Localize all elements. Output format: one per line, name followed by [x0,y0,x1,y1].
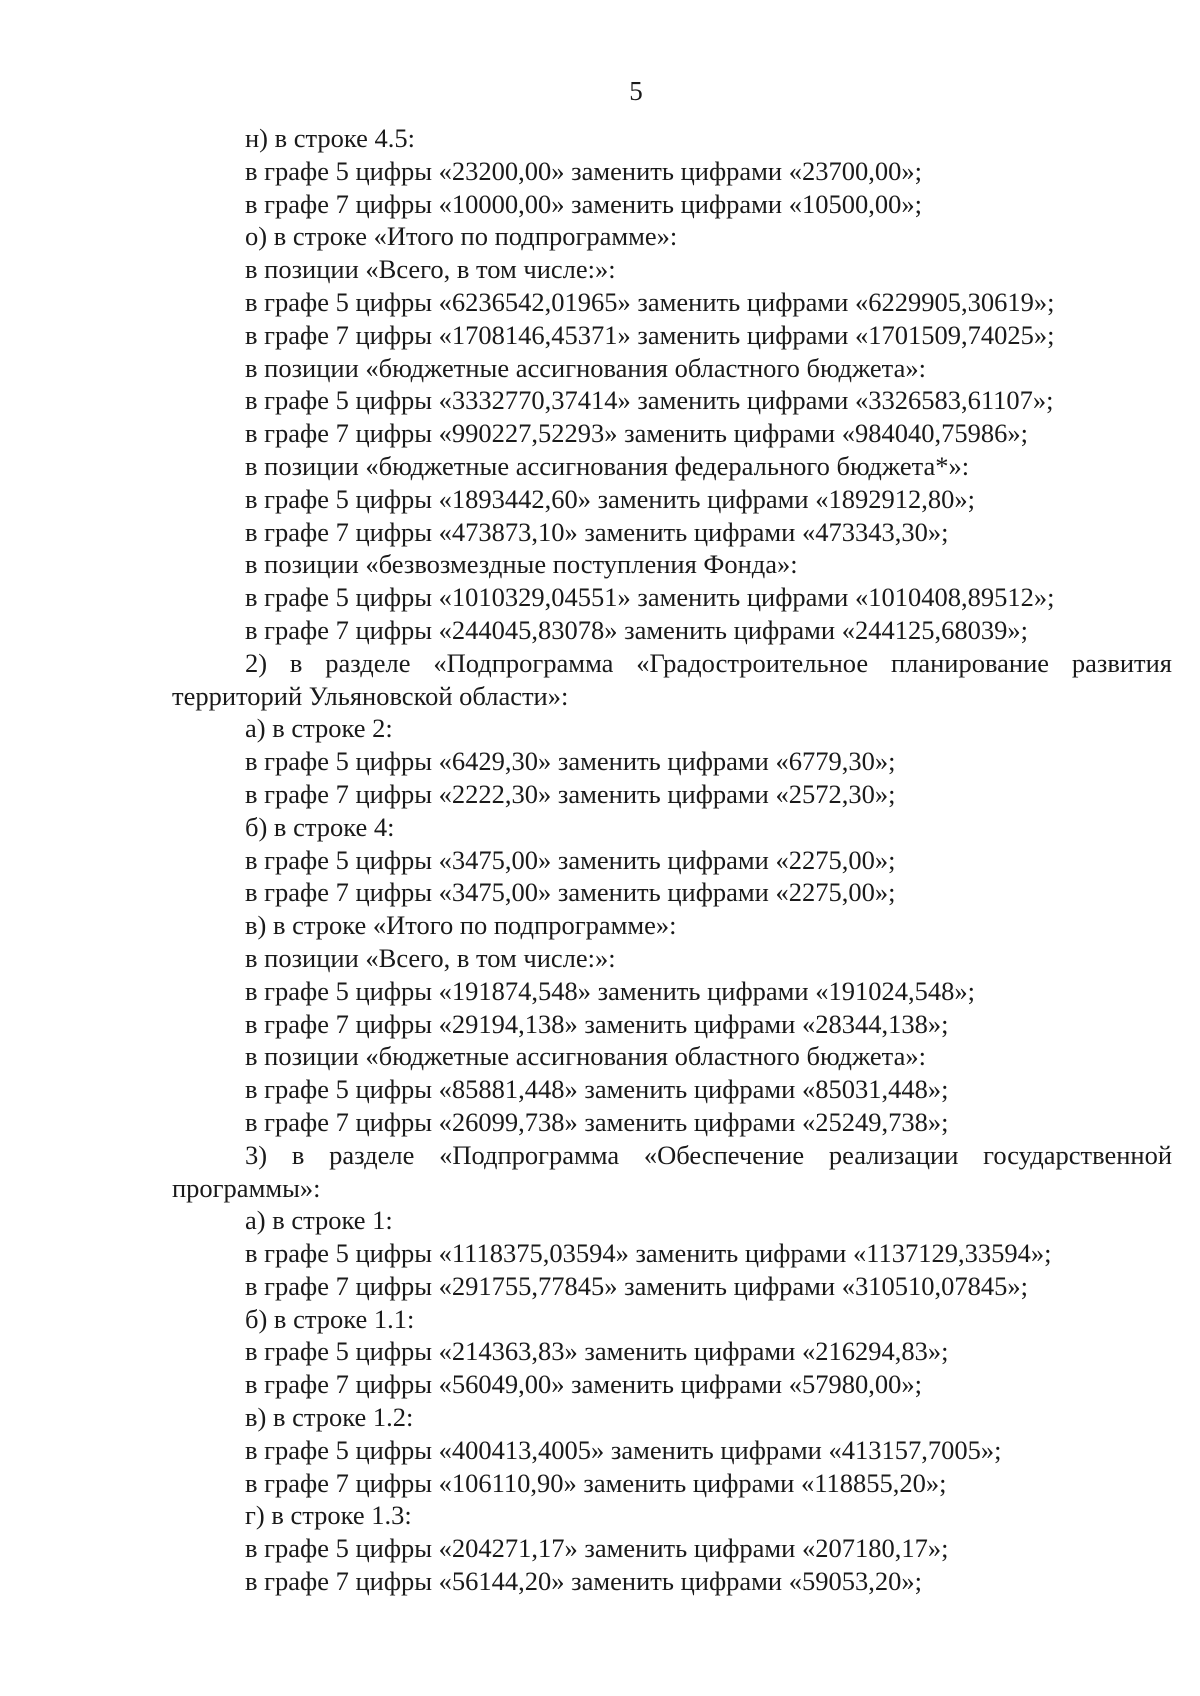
document-line: 2) в разделе «Подпрограмма «Градостроительное планирование развития [245,647,1172,678]
document-line: в графе 5 цифры «191874,548» заменить цифрами «191024,548»; [245,975,975,1006]
document-line: а) в строке 1: [245,1205,393,1236]
document-line: в позиции «Всего, в том числе:»: [245,254,616,285]
document-line: в) в строке «Итого по подпрограмме»: [245,910,677,941]
document-line: о) в строке «Итого по подпрограмме»: [245,221,678,252]
document-line: в графе 5 цифры «3475,00» заменить цифрами «2275,00»; [245,844,896,875]
document-line: в) в строке 1.2: [245,1402,414,1433]
document-line: в позиции «бюджетные ассигнования федерального бюджета*»: [245,450,970,481]
document-line: в графе 7 цифры «106110,90» заменить цифрами «118855,20»; [245,1467,947,1498]
document-line: в графе 7 цифры «1708146,45371» заменить цифрами «1701509,74025»; [245,319,1055,350]
document-line: б) в строке 1.1: [245,1303,415,1334]
document-line: в графе 5 цифры «85881,448» заменить цифрами «85031,448»; [245,1074,949,1105]
page-number: 5 [629,76,643,106]
document-line: в графе 5 цифры «6236542,01965» заменить цифрами «6229905,30619»; [245,286,1055,317]
document-line: в позиции «безвозмездные поступления Фонда»: [245,549,798,580]
document-line: б) в строке 4: [245,811,395,842]
document-line: г) в строке 1.3: [245,1500,412,1531]
document-line: территорий Ульяновской области»: [172,680,569,711]
document-line: в графе 7 цифры «26099,738» заменить цифрами «25249,738»; [245,1106,949,1137]
document-line: в графе 7 цифры «2222,30» заменить цифрами «2572,30»; [245,778,896,809]
document-body [172,122,1172,1598]
document-line: в графе 7 цифры «56144,20» заменить цифрами «59053,20»; [245,1566,922,1597]
document-line: в графе 7 цифры «291755,77845» заменить цифрами «310510,07845»; [245,1270,1028,1301]
document-line: в графе 7 цифры «10000,00» заменить цифрами «10500,00»; [245,188,922,219]
document-line: в графе 5 цифры «23200,00» заменить цифрами «23700,00»; [245,155,922,186]
document-line: в позиции «бюджетные ассигнования областного бюджета»: [245,1041,926,1072]
document-line: 3) в разделе «Подпрограмма «Обеспечение реализации государственной [245,1139,1172,1170]
document-line: в графе 5 цифры «1118375,03594» заменить цифрами «1137129,33594»; [245,1238,1052,1269]
document-line: в графе 5 цифры «1893442,60» заменить цифрами «1892912,80»; [245,483,975,514]
document-line: в графе 5 цифры «6429,30» заменить цифрами «6779,30»; [245,746,896,777]
document-line: в графе 7 цифры «244045,83078» заменить цифрами «244125,68039»; [245,614,1028,645]
document-line: в позиции «бюджетные ассигнования областного бюджета»: [245,352,926,383]
document-line: в графе 7 цифры «3475,00» заменить цифрами «2275,00»; [245,877,896,908]
document-line: н) в строке 4.5: [245,123,416,153]
document-line: в графе 5 цифры «214363,83» заменить цифрами «216294,83»; [245,1336,949,1367]
document-line: в графе 7 цифры «29194,138» заменить цифрами «28344,138»; [245,1008,949,1039]
document-line: в графе 7 цифры «990227,52293» заменить цифрами «984040,75986»; [245,418,1028,449]
document-line: в позиции «Всего, в том числе:»: [245,942,616,973]
document-line: а) в строке 2: [245,713,393,744]
document-line: в графе 5 цифры «1010329,04551» заменить цифрами «1010408,89512»; [245,582,1055,613]
document-line: в графе 5 цифры «400413,4005» заменить цифрами «413157,7005»; [245,1434,1002,1465]
document-line: в графе 5 цифры «204271,17» заменить цифрами «207180,17»; [245,1533,949,1564]
document-line: в графе 7 цифры «473873,10» заменить цифрами «473343,30»; [245,516,949,547]
document-line: программы»: [172,1172,321,1203]
document-line: в графе 7 цифры «56049,00» заменить цифрами «57980,00»; [245,1369,922,1400]
document-line: в графе 5 цифры «3332770,37414» заменить цифрами «3326583,61107»; [245,385,1054,416]
